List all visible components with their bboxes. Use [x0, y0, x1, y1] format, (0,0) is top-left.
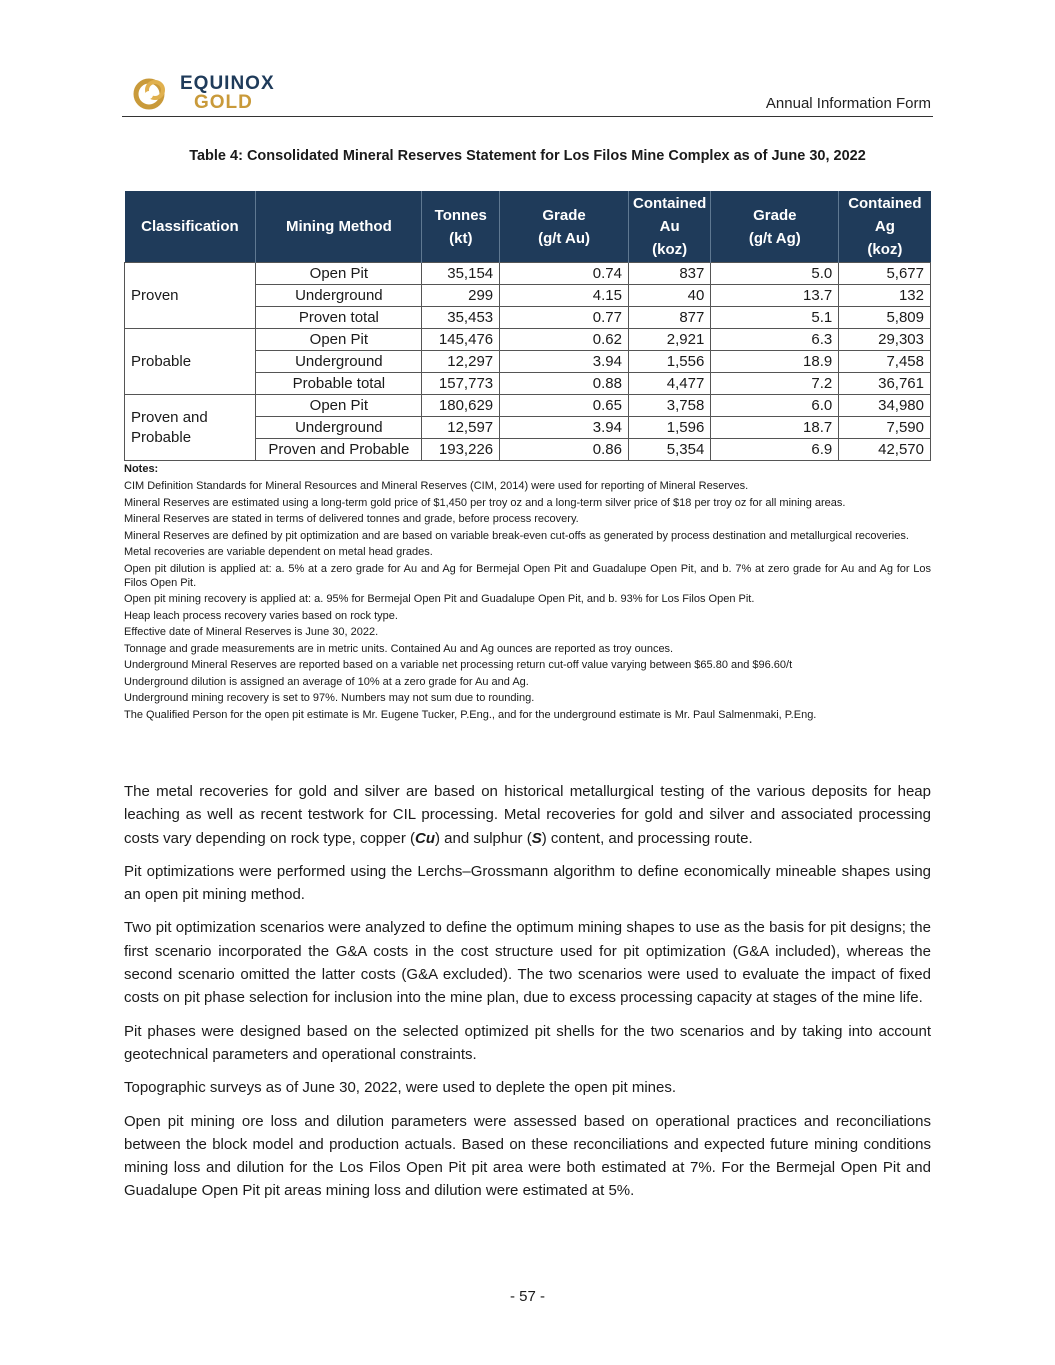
tonnes-cell: 157,773	[422, 373, 500, 395]
grade-au-cell: 0.86	[500, 439, 629, 461]
classification-cell: Probable	[125, 329, 256, 395]
grade-ag-cell: 13.7	[711, 285, 839, 307]
classification-cell: Proven	[125, 263, 256, 329]
contained-au-cell: 877	[629, 307, 711, 329]
note-item: Metal recoveries are variable dependent on metal head grades.	[124, 546, 433, 558]
tonnes-cell: 193,226	[422, 439, 500, 461]
company-logo	[132, 72, 275, 114]
grade-au-cell: 0.77	[500, 307, 629, 329]
table-notes	[124, 462, 931, 724]
document-type: Annual Information Form	[765, 95, 931, 112]
method-cell: Probable total	[256, 373, 422, 395]
contained-au-cell: 837	[629, 263, 711, 285]
notes-title: Notes:	[124, 463, 159, 475]
grade-au-cell: 0.65	[500, 395, 629, 417]
contained-ag-cell: 7,458	[839, 351, 931, 373]
contained-ag-cell: 5,809	[839, 307, 931, 329]
col-header-classification: Classification	[125, 191, 256, 263]
note-item: Open pit dilution is applied at: a. 5% at a zero grade for Au and Ag for Bermejal Open Pit and Guadalupe Open Pit, and b. 7% at zero grade for Au and Ag for Los Filos Open Pit.	[124, 562, 931, 589]
method-cell: Proven total	[256, 307, 422, 329]
note-item: Open pit mining recovery is applied at: a. 95% for Bermejal Open Pit and Guadalupe Open Pit, and b. 93% for Los Filos Open Pit.	[124, 593, 755, 605]
classification-cell: Proven and Probable	[125, 395, 256, 461]
col-header-grade-ag: Grade (g/t Ag)	[711, 191, 839, 263]
method-cell: Underground	[256, 285, 422, 307]
tonnes-cell: 35,453	[422, 307, 500, 329]
col-header-contained-ag: Contained Ag (koz)	[839, 191, 931, 263]
col-header-mining-method: Mining Method	[256, 191, 422, 263]
contained-au-cell: 1,596	[629, 417, 711, 439]
contained-ag-cell: 34,980	[839, 395, 931, 417]
contained-au-cell: 40	[629, 285, 711, 307]
grade-ag-cell: 6.3	[711, 329, 839, 351]
contained-au-cell: 4,477	[629, 373, 711, 395]
note-item: Mineral Reserves are estimated using a long-term gold price of $1,450 per troy oz and a long-term silver price of $18 per troy oz for all mining areas.	[124, 496, 846, 509]
note-item: Underground Mineral Reserves are reported based on a variable net processing return cut-off value varying between $65.80 and $96.60/t	[124, 659, 793, 671]
logo-text-equinox: EQUINOX	[180, 73, 275, 94]
grade-au-cell: 0.62	[500, 329, 629, 351]
contained-ag-cell: 29,303	[839, 329, 931, 351]
contained-ag-cell: 36,761	[839, 373, 931, 395]
paragraph: Topographic surveys as of June 30, 2022, were used to deplete the open pit mines.	[124, 1079, 677, 1097]
grade-au-cell: 3.94	[500, 351, 629, 373]
grade-au-cell: 0.74	[500, 263, 629, 285]
grade-au-cell: 0.88	[500, 373, 629, 395]
col-header-tonnes: Tonnes (kt)	[422, 191, 500, 263]
grade-ag-cell: 6.0	[711, 395, 839, 417]
col-header-grade-au: Grade (g/t Au)	[500, 191, 629, 263]
tonnes-cell: 145,476	[422, 329, 500, 351]
note-item: Effective date of Mineral Reserves is June 30, 2022.	[124, 626, 379, 638]
tonnes-cell: 299	[422, 285, 500, 307]
method-cell: Open Pit	[256, 329, 422, 351]
sulphur-symbol: S	[531, 829, 542, 847]
tonnes-cell: 180,629	[422, 395, 500, 417]
page-number: - 57 -	[509, 1288, 545, 1305]
logo-text-gold: GOLD	[194, 92, 253, 113]
mineral-reserves-table	[124, 191, 931, 461]
tonnes-cell: 12,297	[422, 351, 500, 373]
table-row	[125, 329, 931, 351]
page-header	[122, 70, 933, 117]
method-cell: Underground	[256, 417, 422, 439]
table-row	[125, 263, 931, 285]
contained-au-cell: 1,556	[629, 351, 711, 373]
paragraph-metal-recoveries: The metal recoveries for gold and silver are based on historical metallurgical testing of the various deposits for heap leaching as well as recent testwork for CIL processing. Metal recoveries for gold and silver and associated processing costs vary depending on rock type, copper (Cu) and sulphur (S) content, and processing route.	[124, 783, 931, 847]
method-cell: Open Pit	[256, 263, 422, 285]
paragraph: Two pit optimization scenarios were analyzed to define the optimum mining shapes to use as the basis for pit designs; the first scenario incorporated the G&A costs in the cost structure used for pit optimization (G&A included), whereas the second scenario omitted the latter costs (G&A excluded). The two scenarios were used to evaluate the impact of fixed costs on pit phase selection for inclusion into the mine plan, due to excess processing capacity at stages of the mine life.	[124, 919, 931, 1007]
method-cell: Proven and Probable	[256, 439, 422, 461]
grade-ag-cell: 5.0	[711, 263, 839, 285]
grade-ag-cell: 7.2	[711, 373, 839, 395]
note-item: Mineral Reserves are stated in terms of delivered tonnes and grade, before process recovery.	[124, 513, 579, 525]
note-item: Underground dilution is assigned an average of 10% at a zero grade for Au and Ag.	[124, 675, 529, 688]
contained-au-cell: 2,921	[629, 329, 711, 351]
col-header-contained-au: Contained Au (koz)	[629, 191, 711, 263]
grade-ag-cell: 5.1	[711, 307, 839, 329]
note-item: Underground mining recovery is set to 97%. Numbers may not sum due to rounding.	[124, 692, 535, 704]
contained-ag-cell: 132	[839, 285, 931, 307]
equinox-swirl-icon	[132, 73, 172, 113]
contained-ag-cell: 42,570	[839, 439, 931, 461]
note-item: The Qualified Person for the open pit estimate is Mr. Eugene Tucker, P.Eng., and for the underground estimate is Mr. Paul Salmenmaki, P.Eng.	[124, 708, 817, 721]
method-cell: Underground	[256, 351, 422, 373]
grade-ag-cell: 6.9	[711, 439, 839, 461]
note-item: CIM Definition Standards for Mineral Resources and Mineral Reserves (CIM, 2014) were used for reporting of Mineral Reserves.	[124, 480, 749, 492]
note-item: Heap leach process recovery varies based on rock type.	[124, 609, 398, 622]
table-row	[125, 395, 931, 417]
body-text	[124, 780, 931, 1213]
tonnes-cell: 12,597	[422, 417, 500, 439]
note-item: Mineral Reserves are defined by pit optimization and are based on variable break-even cut-offs as generated by process destination and metallurgical recoveries.	[124, 529, 909, 542]
grade-ag-cell: 18.9	[711, 351, 839, 373]
grade-ag-cell: 18.7	[711, 417, 839, 439]
contained-ag-cell: 5,677	[839, 263, 931, 285]
contained-ag-cell: 7,590	[839, 417, 931, 439]
paragraph: Open pit mining ore loss and dilution parameters were assessed based on operational practices and reconciliations between the block model and production actuals. Based on these reconciliations and expected future mining conditions mining loss and dilution for the Los Filos Open Pit pit area were both estimated at 7%. For the Bermejal Open Pit and Guadalupe Open Pit pit areas mining loss and dilution were estimated at 5%.	[124, 1112, 931, 1200]
note-item: Tonnage and grade measurements are in metric units. Contained Au and Ag ounces are reported as troy ounces.	[124, 642, 674, 655]
method-cell: Open Pit	[256, 395, 422, 417]
contained-au-cell: 3,758	[629, 395, 711, 417]
copper-symbol: Cu	[415, 829, 435, 847]
paragraph: Pit phases were designed based on the selected optimized pit shells for the two scenarios and by taking into account geotechnical parameters and operational constraints.	[124, 1022, 931, 1063]
paragraph: Pit optimizations were performed using the Lerchs–Grossmann algorithm to define economically mineable shapes using an open pit mining method.	[124, 862, 931, 904]
tonnes-cell: 35,154	[422, 263, 500, 285]
grade-au-cell: 4.15	[500, 285, 629, 307]
table-caption: Table 4: Consolidated Mineral Reserves Statement for Los Filos Mine Complex as of June 30, 2022	[189, 148, 866, 164]
grade-au-cell: 3.94	[500, 417, 629, 439]
table-header-row	[125, 191, 931, 263]
contained-au-cell: 5,354	[629, 439, 711, 461]
